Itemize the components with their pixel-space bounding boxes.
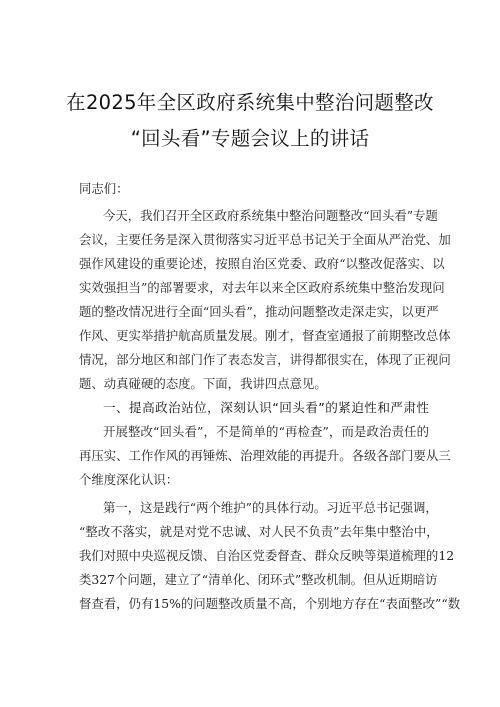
paragraph-1-line: 实效强担当”的部署要求，对去年以来全区政府系统集中整治发现问 [79, 280, 445, 295]
paragraph-1-line: 作风、更实举措护航高质量发展。刚才，督查室通报了前期整改总体 [79, 328, 451, 343]
section-heading-1: 一、提高政治站位，深刻认识“回头看”的紧迫性和严肃性 [103, 400, 429, 415]
paragraph-1-line: 会议，主要任务是深入贯彻落实习近平总书记关于全面从严治党、加 [79, 232, 451, 247]
paragraph-1-line: 题的整改情况进行全面“回头看”，推动问题整改走深走实，以更严 [79, 304, 439, 319]
paragraph-2-line: 个维度深化认识： [79, 472, 179, 487]
salutation: 同志们： [79, 181, 129, 196]
paragraph-3-line: 类327个问题，建立了“清单化、闭环式”整改机制。但从近期暗访 [79, 572, 438, 587]
paragraph-1-line: 强作风建设的重要论述，按照自治区党委、政府“以整改促落实、以 [79, 256, 445, 271]
paragraph-2-line: 开展整改“回头看”，不是简单的“再检查”，而是政治责任的 [103, 424, 429, 439]
paragraph-2-line: 再压实、工作作风的再锤炼、治理效能的再提升。各级各部门要从三 [79, 448, 451, 463]
paragraph-3-line: “整改不落实，就是对党不忠诚、对人民不负责”去年集中整治中， [79, 524, 439, 539]
paragraph-3-line: 第一，这是践行“两个维护”的具体行动。习近平总书记强调， [103, 500, 438, 515]
paragraph-1-line: 情况，部分地区和部门作了表态发言，讲得都很实在，体现了正视问 [79, 352, 451, 367]
document-title-line-1: 在2025年全区政府系统集中整治问题整改 [66, 91, 434, 114]
paragraph-3-line: 督查看，仍有15%的问题整改质量不高，个别地方存在“表面整改”“数 [79, 596, 461, 611]
paragraph-1-line: 题、动真碰硬的态度。下面，我讲四点意见。 [79, 376, 327, 391]
paragraph-1-line: 今天，我们召开全区政府系统集中整治问题整改“回头看”专题 [103, 208, 438, 223]
paragraph-3-line: 我们对照中央巡视反馈、自治区党委督查、群众反映等渠道梳理的12 [79, 548, 455, 563]
document-title-line-2: “回头看”专题会议上的讲话 [130, 127, 370, 150]
